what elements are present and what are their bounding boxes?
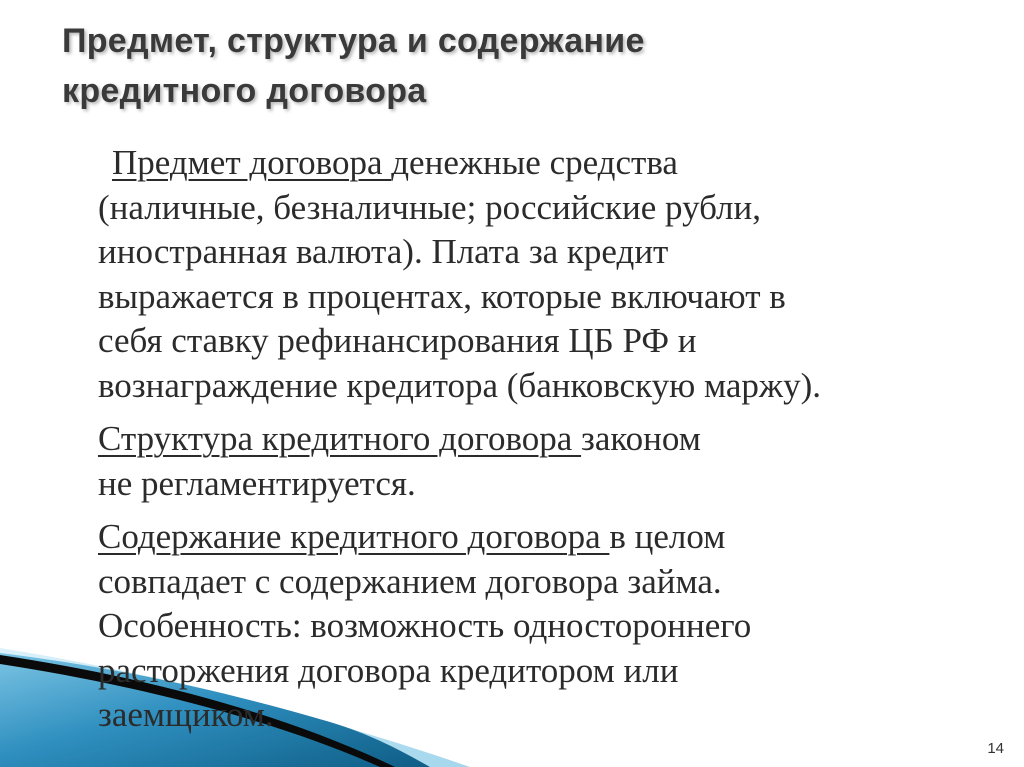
paragraph-subject-line-1 [98, 141, 998, 186]
slide-title [62, 16, 962, 116]
structure-text: законом [581, 419, 701, 458]
paragraph-content-line-1 [98, 515, 998, 560]
slide-title-line-2: кредитного договора [62, 72, 427, 110]
paragraph-content-line: совпадает с содержанием договора займа. [98, 561, 722, 601]
paragraph-structure-line-1 [98, 417, 998, 462]
paragraph-subject-line: выражается в процентах, которые включают в [98, 276, 786, 316]
content-text: в целом [609, 517, 726, 556]
paragraph-subject-line: (наличные, безналичные; российские рубли, [98, 187, 761, 227]
paragraph-content-line: Особенность: возможность одностороннего [98, 606, 752, 645]
paragraph-content-line: расторжения договора кредитором или [98, 650, 679, 690]
slide-body [98, 141, 998, 738]
paragraph-subject-line: иностранная валюта). Плата за кредит [98, 232, 669, 271]
page-number: 14 [987, 740, 1004, 757]
paragraph-content-line: заемщиком. [98, 695, 274, 734]
subject-heading: Предмет договора [112, 143, 392, 182]
paragraph-subject-line: вознаграждение кредитора (банковскую маржу). [98, 365, 822, 405]
content-heading: Содержание кредитного договора [98, 517, 610, 556]
paragraph-subject [98, 141, 998, 408]
slide-title-line-1: Предмет, структура и содержание [62, 22, 645, 60]
paragraph-content [98, 515, 998, 738]
paragraph-structure [98, 417, 998, 506]
structure-heading: Структура кредитного договора [98, 419, 582, 458]
subject-text: денежные средства [391, 143, 678, 182]
paragraph-structure-line-2: не регламентируется. [98, 463, 416, 503]
paragraph-subject-line: себя ставку рефинансирования ЦБ РФ и [98, 321, 697, 360]
